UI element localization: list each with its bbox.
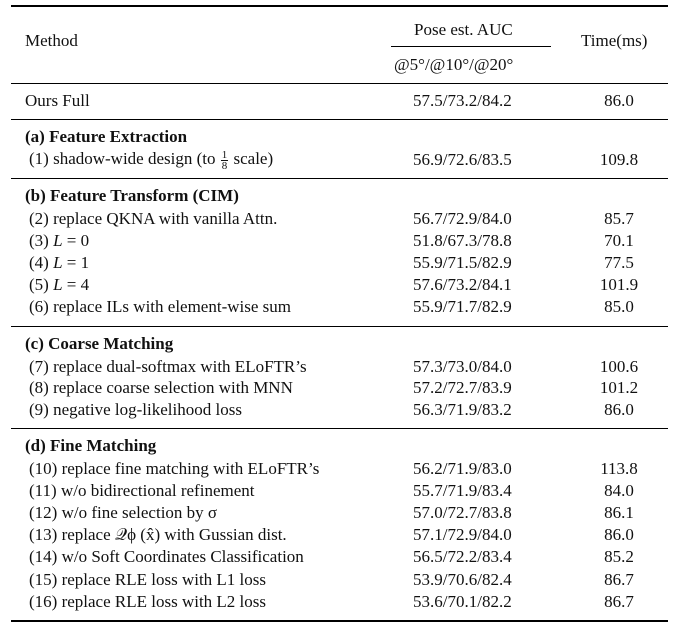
row-time: 113.8 — [600, 459, 638, 478]
row-auc: 55.9/71.5/82.9 — [413, 253, 512, 272]
row-label-text: (5) — [29, 275, 49, 294]
row-label: (8) replace coarse selection with MNN — [29, 378, 293, 397]
row-time: 101.2 — [599, 378, 639, 397]
row-time: 86.0 — [604, 91, 634, 110]
top-rule — [11, 5, 668, 7]
header-method: Method — [25, 31, 78, 50]
frac-num: 1 — [221, 148, 228, 161]
row-label: (16) replace RLE loss with L2 loss — [29, 592, 267, 611]
bottom-rule — [11, 620, 668, 622]
row-label: Ours Full — [25, 91, 90, 110]
row-auc: 57.2/72.7/83.9 — [413, 378, 512, 397]
row-time: 86.7 — [604, 570, 634, 589]
row-label: (9) negative log-likelihood loss — [29, 400, 242, 419]
row-time: 109.8 — [599, 150, 639, 169]
row-time: 85.7 — [604, 209, 634, 228]
row-time: 85.0 — [604, 297, 634, 316]
row-eq: = 4 — [66, 275, 90, 294]
row-eq: = 0 — [66, 231, 90, 250]
row-time: 86.0 — [604, 400, 634, 419]
row-time: 101.9 — [599, 275, 639, 294]
row-label: (7) replace dual-softmax with ELoFTR’s — [29, 357, 307, 376]
row-label: (6) replace ILs with element-wise sum — [29, 297, 291, 316]
row-time: 100.6 — [599, 357, 639, 376]
row-time: 84.0 — [604, 481, 634, 500]
header-time: Time(ms) — [581, 31, 648, 50]
row-auc: 56.7/72.9/84.0 — [413, 209, 512, 228]
row-label-text: (4) — [29, 253, 49, 272]
row-auc: 56.2/71.9/83.0 — [413, 459, 512, 478]
header-rule — [11, 83, 668, 84]
section-title: (d) Fine Matching — [25, 436, 157, 455]
row-time: 77.5 — [604, 253, 634, 272]
row-label: (12) w/o fine selection by σ — [29, 503, 218, 522]
row-auc: 57.3/73.0/84.0 — [413, 357, 512, 376]
row-label: (13) replace 𝒬ϕ (x̂) with Gussian dist. — [29, 525, 287, 544]
row-auc: 57.1/72.9/84.0 — [413, 525, 512, 544]
row-time: 70.1 — [604, 231, 634, 250]
frac-den: 8 — [221, 159, 228, 172]
row-eq: = 1 — [66, 253, 90, 272]
row-label — [29, 275, 89, 295]
row-auc: 53.6/70.1/82.2 — [413, 592, 512, 611]
row-auc: 55.7/71.9/83.4 — [413, 481, 512, 500]
row-time: 86.0 — [604, 525, 634, 544]
section-rule-c — [11, 326, 668, 327]
row-label: (10) replace fine matching with ELoFTR’s — [29, 459, 320, 478]
row-auc: 51.8/67.3/78.8 — [413, 231, 512, 250]
row-var: L — [53, 253, 63, 272]
row-label-tail: scale) — [233, 149, 274, 168]
header-auc-sub: @5°/@10°/@20° — [394, 55, 514, 74]
section-rule-b — [11, 178, 668, 179]
row-var: L — [53, 275, 63, 294]
row-label: (11) w/o bidirectional refinement — [29, 481, 255, 500]
row-auc: 56.3/71.9/83.2 — [413, 400, 512, 419]
row-auc: 53.9/70.6/82.4 — [413, 570, 512, 589]
row-label — [29, 149, 273, 171]
row-time: 86.1 — [604, 503, 634, 522]
section-title: (c) Coarse Matching — [25, 334, 174, 353]
row-label-text: (3) — [29, 231, 49, 250]
header-auc: Pose est. AUC — [414, 20, 513, 39]
row-auc: 57.6/73.2/84.1 — [413, 275, 512, 294]
row-auc: 56.5/72.2/83.4 — [413, 547, 512, 566]
row-auc: 56.9/72.6/83.5 — [413, 150, 512, 169]
row-auc: 55.9/71.7/82.9 — [413, 297, 512, 316]
row-label: (14) w/o Soft Coordinates Classification — [29, 547, 304, 566]
section-rule-a — [11, 119, 668, 120]
row-label — [29, 231, 89, 251]
auc-sub-rule — [391, 46, 551, 47]
section-rule-d — [11, 428, 668, 429]
section-title: (a) Feature Extraction — [25, 127, 188, 146]
row-label: (15) replace RLE loss with L1 loss — [29, 570, 267, 589]
section-title: (b) Feature Transform (CIM) — [25, 186, 239, 205]
row-var: L — [53, 231, 63, 250]
row-label-text: (1) shadow-wide design (to — [29, 149, 216, 168]
row-auc: 57.0/72.7/83.8 — [413, 503, 512, 522]
row-label: (2) replace QKNA with vanilla Attn. — [29, 209, 278, 228]
row-time: 85.2 — [604, 547, 634, 566]
row-label — [29, 253, 89, 273]
row-auc: 57.5/73.2/84.2 — [413, 91, 512, 110]
fraction — [221, 150, 229, 171]
row-time: 86.7 — [604, 592, 634, 611]
